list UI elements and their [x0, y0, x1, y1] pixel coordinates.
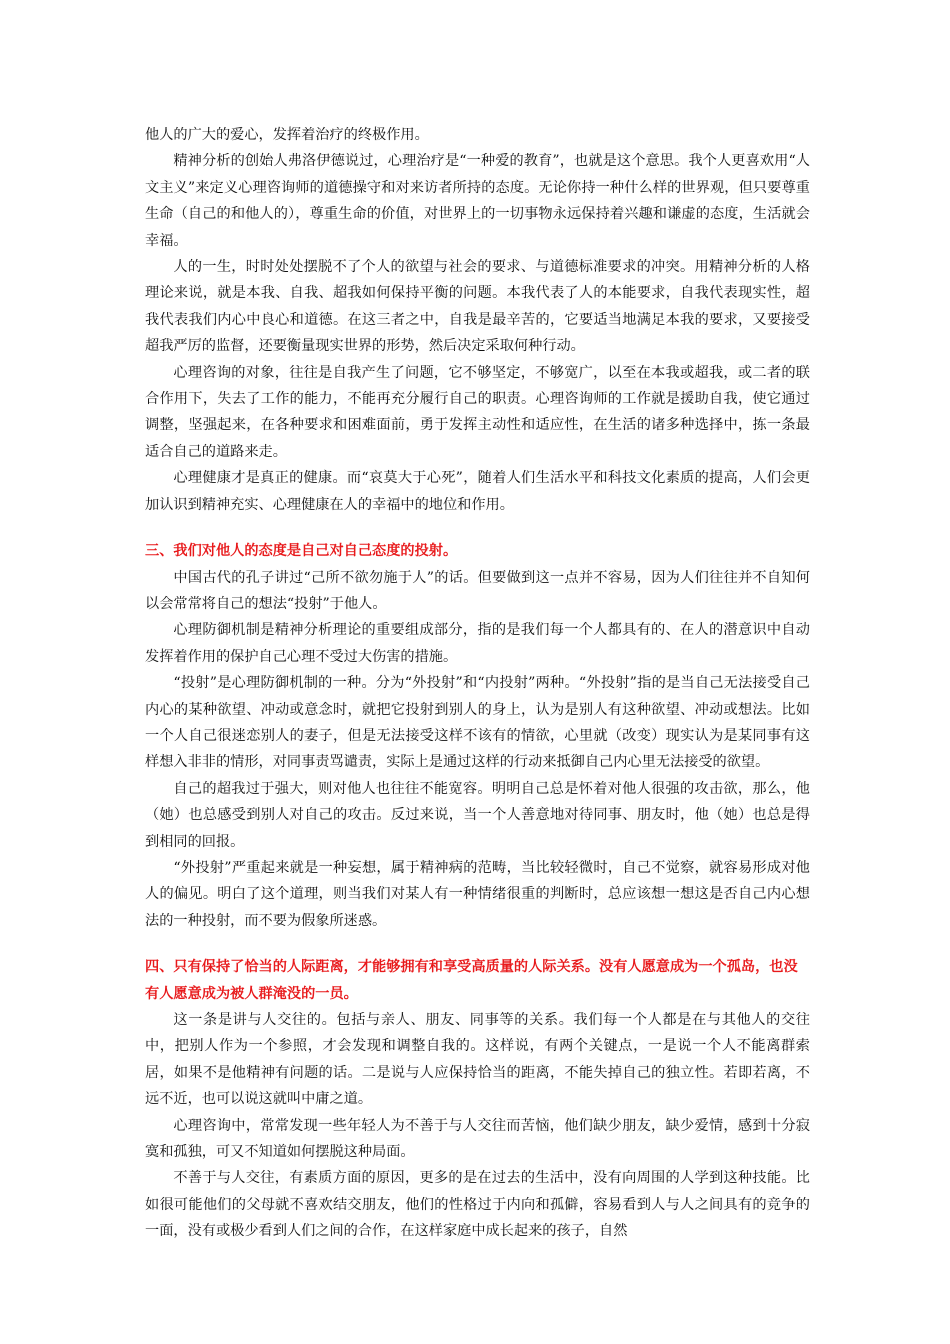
paragraph: 心理防御机制是精神分析理论的重要组成部分，指的是我们每一个人都具有的、在人的潜意识中自动发挥着作用的保护自己心理不受过大伤害的措施。 [145, 622, 810, 665]
paragraph: 心理咨询的对象，往往是自我产生了问题，它不够坚定，不够宽广，以至在本我或超我，或二者的联合作用下，失去了工作的能力，不能再充分履行自己的职责。心理咨询师的工作就是援助自我，使它通过调整，坚强起来，在各种要求和困难面前，勇于发挥主动性和适应性，在生活的诸多种选择中，拣一条最适合自己的道路来走。 [145, 364, 810, 460]
paragraph: “外投射”严重起来就是一种妄想，属于精神病的范畴，当比较轻微时，自己不觉察，就容易形成对他人的偏见。明白了这个道理，则当我们对某人有一种情绪很重的判断时，总应该想一想这是否自己内心想法的一种投射，而不要为假象所迷惑。 [145, 859, 810, 929]
paragraph: 自己的超我过于强大，则对他人也往往不能宽容。明明自己总是怀着对他人很强的攻击欲，那么，他（她）也总感受到别人对自己的攻击。反过来说，当一个人善意地对待同事、朋友时，他（她）也总是得到相同的回报。 [145, 780, 810, 850]
section-heading-3: 三、我们对他人的态度是自己对自己态度的投射。 [145, 543, 458, 560]
paragraph-continuation: 他人的广大的爱心，发挥着治疗的终极作用。 [145, 127, 429, 143]
paragraph: 心理咨询中，常常发现一些年轻人为不善于与人交往而苦恼，他们缺少朋友，缺少爱情，感到十分寂寞和孤独，可又不知道如何摆脱这种局面。 [145, 1117, 810, 1161]
paragraph: 精神分析的创始人弗洛伊德说过，心理治疗是“一种爱的教育”，也就是这个意思。我个人更喜欢用“人文主义”来定义心理咨询师的道德操守和对来访者所持的态度。无论你持一种什么样的世界观，但只要尊重生命（自己的和他人的），尊重生命的价值，对世界上的一切事物永远保持着兴趣和谦虚的态度，生活就会幸福。 [145, 153, 810, 249]
section-spacer [145, 934, 810, 954]
paragraph: “投射”是心理防御机制的一种。分为“外投射”和“内投射”两种。“外投射”指的是当自己无法接受自己内心的某种欲望、冲动或意念时，就把它投射到别人的身上，认为是别人有这种欲望、冲动或想法。比如一个人自己很迷恋别人的妻子，但是无法接受这样不该有的情欲，心里就（改变）现实认为是某同事有这样想入非非的情形，对同事责骂谴责，实际上是通过这样的行动来抵御自己内心里无法接受的欲望。 [145, 675, 810, 771]
paragraph: 中国古代的孔子讲过“己所不欲勿施于人”的话。但要做到这一点并不容易，因为人们往往并不自知何以会常常将自己的想法“投射”于他人。 [145, 569, 810, 612]
paragraph: 人的一生，时时处处摆脱不了个人的欲望与社会的要求、与道德标准要求的冲突。用精神分析的人格理论来说，就是本我、自我、超我如何保持平衡的问题。本我代表了人的本能要求，自我代表现实性，超我代表我们内心中良心和道德。在这三者之中，自我是最辛苦的，它要适当地满足本我的要求，又要接受超我严厉的监督，还要衡量现实世界的形势，然后决定采取何种行动。 [145, 259, 810, 355]
paragraph: 心理健康才是真正的健康。而“哀莫大于心死”，随着人们生活水平和科技文化素质的提高，人们会更加认识到精神充实、心理健康在人的幸福中的地位和作用。 [145, 470, 810, 513]
section-spacer [145, 518, 810, 538]
paragraph: 不善于与人交往，有素质方面的原因，更多的是在过去的生活中，没有向周围的人学到这种技能。比如很可能他们的父母就不喜欢结交朋友，他们的性格过于内向和孤僻，容易看到人与人之间具有的竞争的一面，没有或极少看到人们之间的合作，在这样家庭中成长起来的孩子，自然 [145, 1170, 810, 1240]
document-page [145, 122, 810, 1245]
section-heading-4: 四、只有保持了恰当的人际距离，才能够拥有和享受高质量的人际关系。没有人愿意成为一个孤岛，也没有人愿意成为被人群淹没的一员。 [145, 959, 798, 1002]
paragraph: 这一条是讲与人交往的。包括与亲人、朋友、同事等的关系。我们每一个人都是在与其他人的交往中，把别人作为一个参照，才会发现和调整自我的。这样说，有两个关键点，一是说一个人不能离群索居，如果不是他精神有问题的话。二是说与人应保持恰当的距离，不能失掉自己的独立性。若即若离，不远不近，也可以说这就叫中庸之道。 [145, 1012, 810, 1108]
